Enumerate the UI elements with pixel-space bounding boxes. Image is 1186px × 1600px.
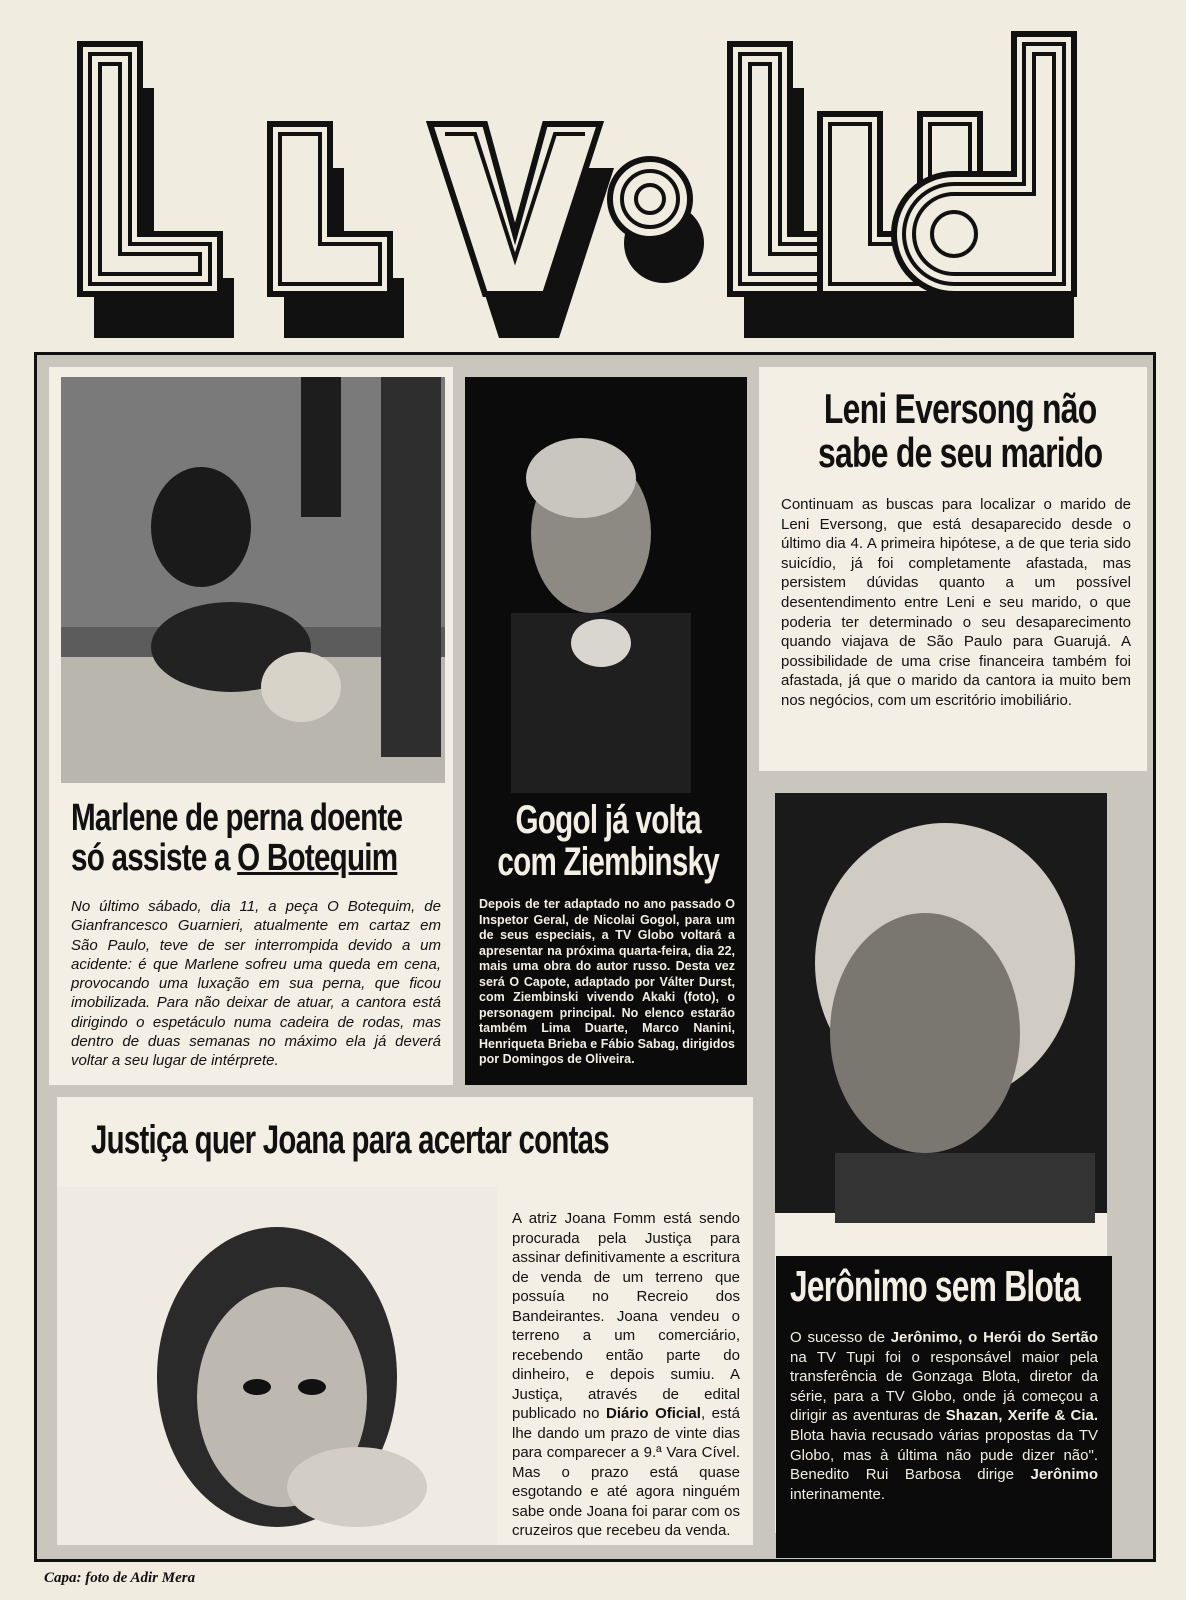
- leni-headline: [793, 387, 1127, 475]
- marlene-headline: [71, 799, 445, 879]
- marlene-headline-line2: só assiste a O Botequim: [71, 836, 398, 879]
- marlene-photo: [61, 377, 445, 783]
- jeronimo-title: Jerônimo: [1030, 1466, 1098, 1484]
- marlene-panel: [49, 367, 453, 1085]
- marlene-headline-line1: Marlene de perna doente: [71, 797, 403, 839]
- joana-panel: [57, 1097, 753, 1545]
- jeronimo-heroi-do-sertao: Jerônimo, o Herói do Sertão: [890, 1329, 1098, 1346]
- jeronimo-headline: Jerônimo sem Blota: [790, 1262, 1080, 1311]
- leni-panel: [759, 367, 1147, 771]
- leni-headline-line2: sabe de seu marido: [818, 429, 1103, 477]
- jeronimo-body: O sucesso de Jerônimo, o Herói do Sertão na TV Tupi foi o responsável maior pela transferência de Gonzaga Blota, diretor da série, para a TV Globo, onde já começou a dirigir as aventuras de Shazan, Xerife & Cia. Blota havia recusado várias propostas da TV Globo, mas à última não pude dizer não". Benedito Rui Barbosa dirige Jerônimo interinamente.: [790, 1329, 1098, 1503]
- tv-tudo-logo: [30, 14, 1156, 344]
- joana-headline: Justiça quer Joana para acertar contas: [91, 1118, 609, 1162]
- leni-headline-line1: Leni Eversong não: [823, 385, 1097, 432]
- shazan-xerife-cia: Shazan, Xerife & Cia.: [945, 1407, 1098, 1425]
- joana-body: A atriz Joana Fomm está sendo procurada pela Justiça para assinar definitivamente a escritura de venda de um terreno que possuía no Recreio dos Bandeirantes. Joana vendeu o terreno a um comerciário, recebendo então parte do dinheiro, e depois sumiu. A Justiça, através de edital publicado no Diário Oficial, está lhe dando um prazo de vinte dias para comparecer a 9.ª Vara Cível. Mas o prazo está quase esgotando e até agora ninguém sabe onde Joana foi parar com os cruzeiros que recebeu da venda.: [512, 1210, 741, 1539]
- gogol-headline-line2: com Ziembinsky: [497, 840, 719, 884]
- o-botequim-title: O Botequim: [237, 836, 398, 879]
- gogol-body: Depois de ter adaptado no ano passado O Inspetor Geral, de Nicolai Gogol, para um de seus especiais, a TV Globo voltará a apresentar na próxima quarta-feira, dia 22, mais uma obra do autor russo. Desta vez será O Capote, adaptado por Válter Durst, com Ziembinski vivendo Akaki (foto), o personagem principal. No elenco estarão também Lima Duarte, Marco Nanini, Henriqueta Brieba e Fábio Sabag, dirigidos por Domingos de Oliveira.: [479, 897, 735, 1066]
- gogol-panel: [465, 377, 747, 1085]
- diario-oficial: Diário Oficial: [606, 1405, 701, 1422]
- marlene-body: No último sábado, dia 11, a peça O Botequim, de Gianfrancesco Guarnieri, atualmente em cartaz em São Paulo, teve de ser interrompida devido a um acidente: é que Marlene sofreu uma queda em cena, provocando uma luxação em sua perna, que ficou imobilizada. Para não deixar de atuar, a cantora está dirigindo o espetáculo numa cadeira de rodas, mas dentro de duas semanas no máximo ela já deverá voltar a seu lugar de intérprete.: [71, 898, 441, 1070]
- joana-photo: [57, 1187, 497, 1545]
- cover-credit: Capa: foto de Adir Mera: [44, 1570, 196, 1586]
- gogol-headline-line1: Gogol já volta: [515, 798, 701, 842]
- leni-body: Continuam as buscas para localizar o marido de Leni Eversong, que está desaparecido desde o último dia 4. A primeira hipótese, a de que teria sido suicídio, já foi completamente afastada, mas persistem dúvidas quanto a um possível desentendimento entre Leni e seu marido, o que poderia ter determinado o seu desaparecimento quando viajava de São Paulo para Guarujá. A possibilidade de uma crise financeira também foi afastada, já que o marido da cantora ia muito bem nos negócios, com um escritório imobiliário.: [781, 496, 1131, 709]
- gogol-headline: [475, 799, 741, 883]
- gogol-photo: [471, 383, 741, 793]
- jeronimo-text-panel: [776, 1256, 1112, 1558]
- masthead-logo: [30, 14, 1156, 344]
